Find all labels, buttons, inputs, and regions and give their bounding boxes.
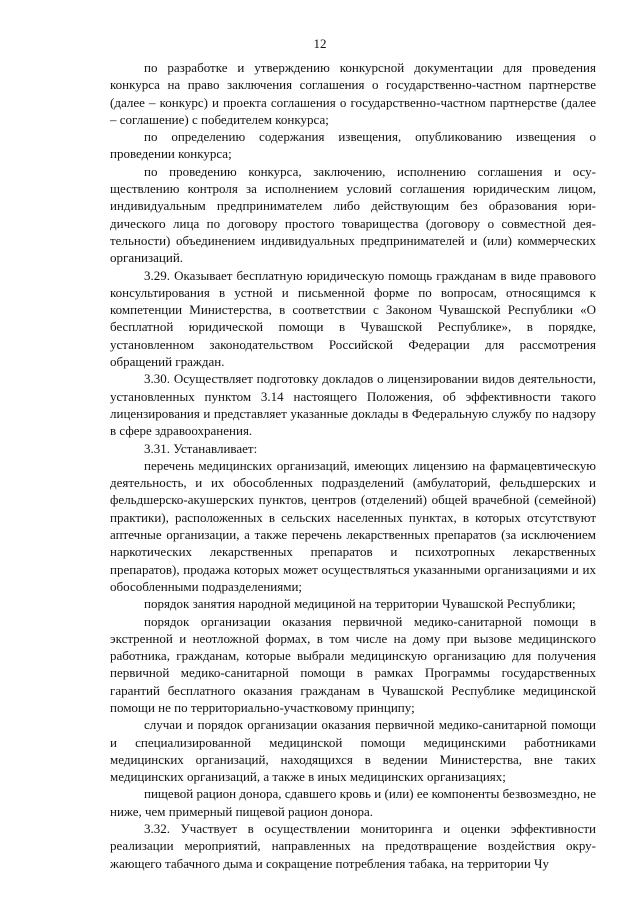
paragraph-medical-orgs-list: перечень медицинских организаций, имеющих лицензию на фармацевтическую деятельность, и их обособленных подразделений (амбулаторий, фельдшерских и фельдшерско-акушерских пунктов, центров (отделений) общей врачебной (семейной) практики), расположенных в сельских населенных пунктах, в которых отсутствуют аптечные организации, а также перечень лекарственных препаратов (за исключением наркотических лекарственных препаратов и психотропных лекарственных препаратов), продажа которых может осуществляться указанными организациями и их обособленными подразделениями; (110, 457, 596, 594)
paragraph-3-31: 3.31. Устанавливает: (144, 440, 258, 456)
paragraph-emergency-care: порядок организации оказания первичной медико-санитарной помощи в экстренной и неотложной формах, в том числе на дому при вызове медицинского работника, гражданам, которые выбрали медицинскую организацию для получения первичной медико-санитарной помощи в рамках Программы государственных гарантий бесплатного оказания гражданам в Чувашской Республике медицинской помощи не по территориально-участковому принципу; (110, 613, 596, 715)
paragraph-3-32: 3.32. Участвует в осуществлении мониторинга и оценки эффективности реализации мероприятий, направленных на предотвращение воздействия окружающего табачного дыма и сокращение потребления табака, на территории Чу (110, 821, 596, 871)
paragraph-3-29: 3.29. Оказывает бесплатную юридическую помощь гражданам в виде правового консультирования в устной и письменной форме по вопросам, относящимся к компетенции Министерства, в соответствии с Законом Чувашской Республики «О бесплатной юридической помощи в Чувашской Республике», в порядке, установленном законодательством Российской Федерации для рассмотрения обращений граждан. (110, 267, 596, 370)
paragraph-folk-medicine: порядок занятия народной медициной на территории Чувашской Республики; (144, 596, 576, 612)
paragraph-concession-docs: по разработке и утверждению конкурсной документации для проведения конкурса на право заключения соглашения о государственно-частном партнерстве (далее – конкурс) и проекта соглашения о государственно-частном партнерстве (далее – соглашение) с победителем конкурса; (110, 60, 596, 127)
paragraph-notice-content: по определению содержания извещения, опубликованию извещения о проведении конкурса; (110, 129, 596, 162)
paragraph-donor-ration: пищевой рацион донора, сдавшего кровь и (или) ее компоненты безвозмездно, не ниже, чем примерный пищевой рацион донора. (110, 786, 596, 819)
page-number: 12 (313, 36, 327, 51)
paragraph-contest-conduct: по проведению конкурса, заключению, исполнению соглашения и осуществлению контроля за исполнением условий соглашения юридическим лицом, индивидуальным предпринимателем либо действующим без образования юридического лица по договору простого товарищества (договору о совместной деятельности) объединением индивидуальных предпринимателей и (или) коммерческих организаций. (110, 163, 596, 266)
paragraph-outside-care: случаи и порядок организации оказания первичной медико-санитарной помощи и специализированной медицинской помощи медицинскими работниками медицинских организаций, находящихся в ведении Министерства, вне таких медицинских организаций, а также в иных медицинских организациях; (110, 717, 596, 785)
paragraph-3-30: 3.30. Осуществляет подготовку докладов о лицензировании видов деятельности, установленных пунктом 3.14 настоящего Положения, об эффективности такого лицензирования и представляет указанные доклады в Федеральную службу по надзору в сфере здравоохранения. (110, 371, 596, 439)
document-body (110, 59, 596, 872)
